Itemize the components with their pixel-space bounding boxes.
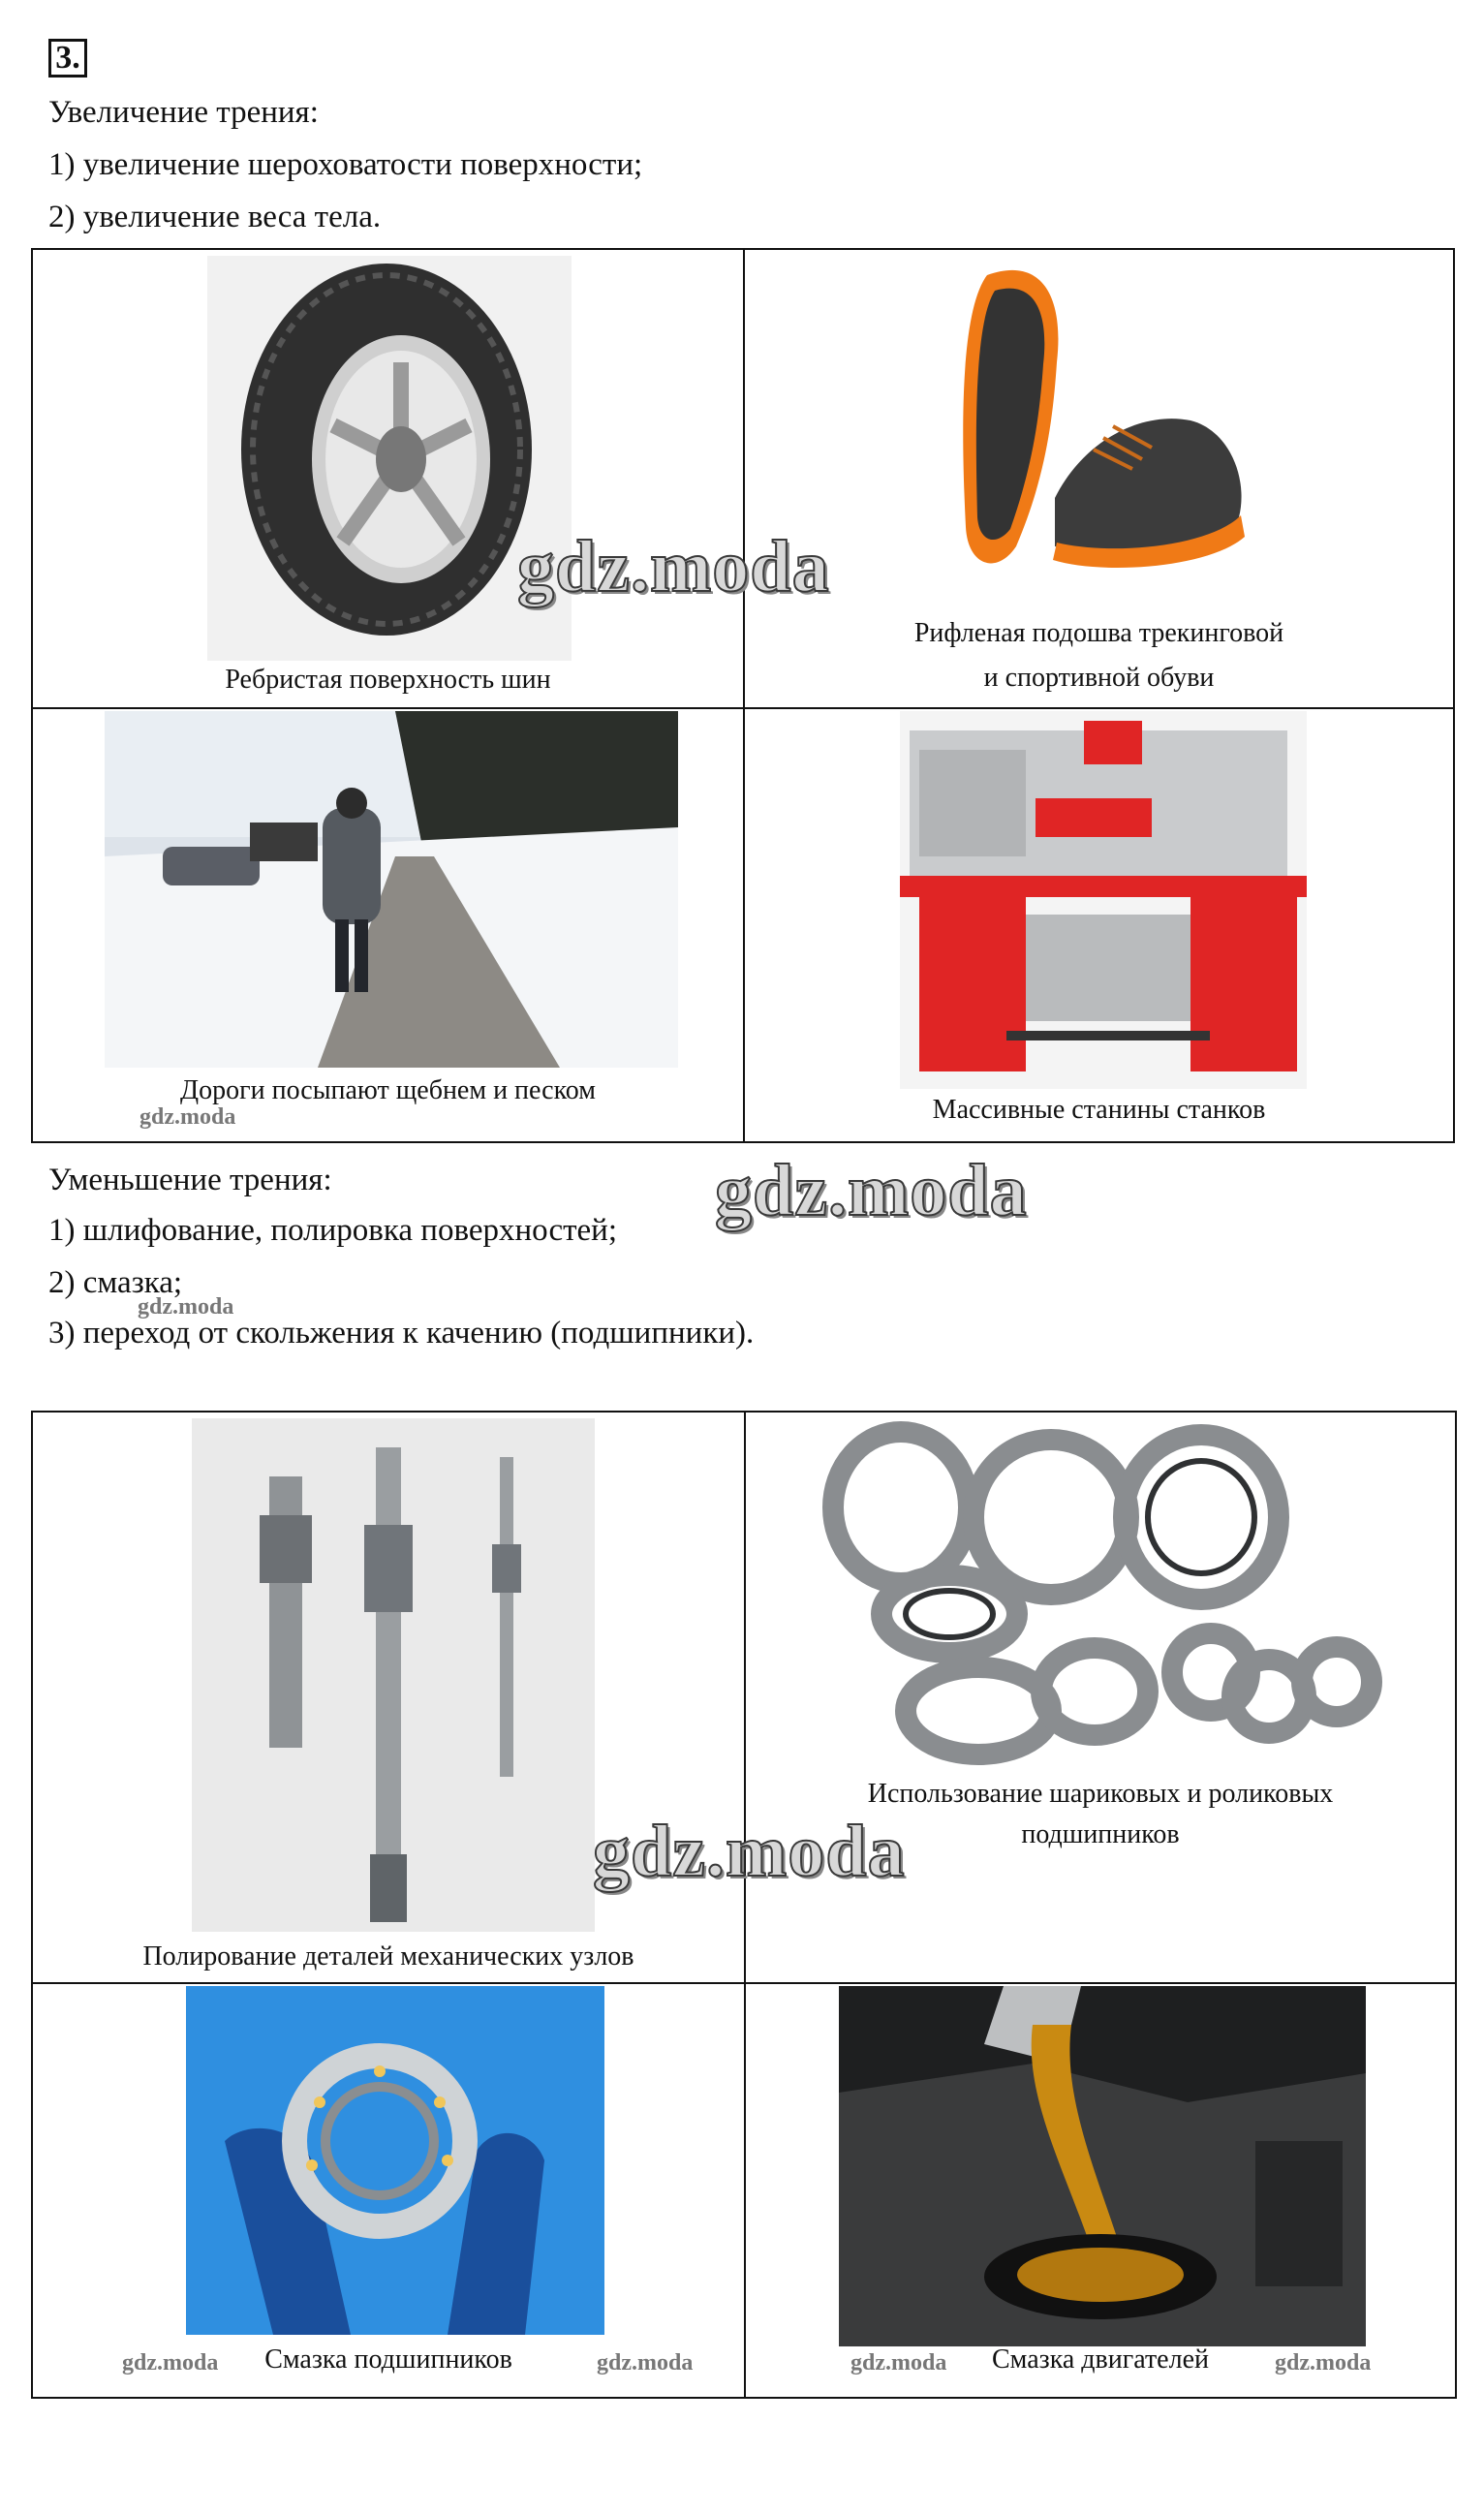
bearing-lubrication-image — [186, 1986, 604, 2335]
polished-shafts-image — [192, 1418, 595, 1932]
bearing-lube-caption: Смазка подшипников — [264, 2344, 512, 2375]
road-caption: Дороги посыпают щебнем и песком — [180, 1075, 596, 1105]
increase-item-2: 2) увеличение веса тела. — [48, 200, 382, 234]
bearings-image — [814, 1420, 1405, 1769]
increase-heading: Увеличение трения: — [48, 95, 319, 130]
watermark-small: gdz.moda — [850, 2350, 947, 2375]
watermark-small: gdz.moda — [139, 1104, 236, 1130]
lathe-machine-image — [900, 711, 1307, 1089]
winter-road-image — [105, 711, 678, 1068]
tire-cell — [32, 249, 744, 708]
shafts-caption: Полирование деталей механических узлов — [142, 1941, 634, 1972]
watermark-large: gdz.moda — [517, 526, 830, 607]
decrease-item-3: 3) переход от скольжения к качению (подшипники). — [48, 1316, 755, 1351]
decrease-item-2: 2) смазка; — [48, 1265, 183, 1300]
watermark-small: gdz.moda — [597, 2350, 694, 2375]
bearings-caption-line1: Использование шариковых и роликовых — [867, 1779, 1334, 1809]
bearings-cell — [745, 1412, 1456, 1983]
watermark-large: gdz.moda — [715, 1150, 1028, 1231]
watermark-large: gdz.moda — [593, 1811, 906, 1892]
lathe-cell — [744, 708, 1454, 1142]
engine-oil-caption: Смазка двигателей — [992, 2344, 1209, 2375]
bearings-caption-line2: подшипников — [1021, 1819, 1180, 1849]
bearing-lube-cell — [32, 1983, 745, 2398]
trekking-shoe-image — [948, 256, 1258, 605]
tire-caption: Ребристая поверхность шин — [225, 665, 551, 695]
shafts-cell — [32, 1412, 745, 1983]
watermark-small: gdz.moda — [1275, 2350, 1372, 2375]
decrease-heading: Уменьшение трения: — [48, 1163, 332, 1197]
shoe-cell — [744, 249, 1454, 708]
increase-item-1: 1) увеличение шероховатости поверхности; — [48, 147, 643, 182]
shoe-caption-line2: и спортивной обуви — [983, 663, 1215, 693]
decrease-table — [31, 1411, 1457, 2399]
lathe-caption: Массивные станины станков — [932, 1095, 1266, 1125]
watermark-small: gdz.moda — [122, 2350, 219, 2375]
shoe-caption-line1: Рифленая подошва трекинговой — [913, 618, 1284, 648]
watermark-small: gdz.moda — [138, 1294, 234, 1320]
task-number: 3. — [48, 39, 87, 78]
road-cell — [32, 708, 744, 1142]
engine-oil-image — [839, 1986, 1366, 2346]
engine-oil-cell — [745, 1983, 1456, 2398]
increase-table — [31, 248, 1455, 1143]
decrease-item-1: 1) шлифование, полировка поверхностей; — [48, 1213, 618, 1248]
